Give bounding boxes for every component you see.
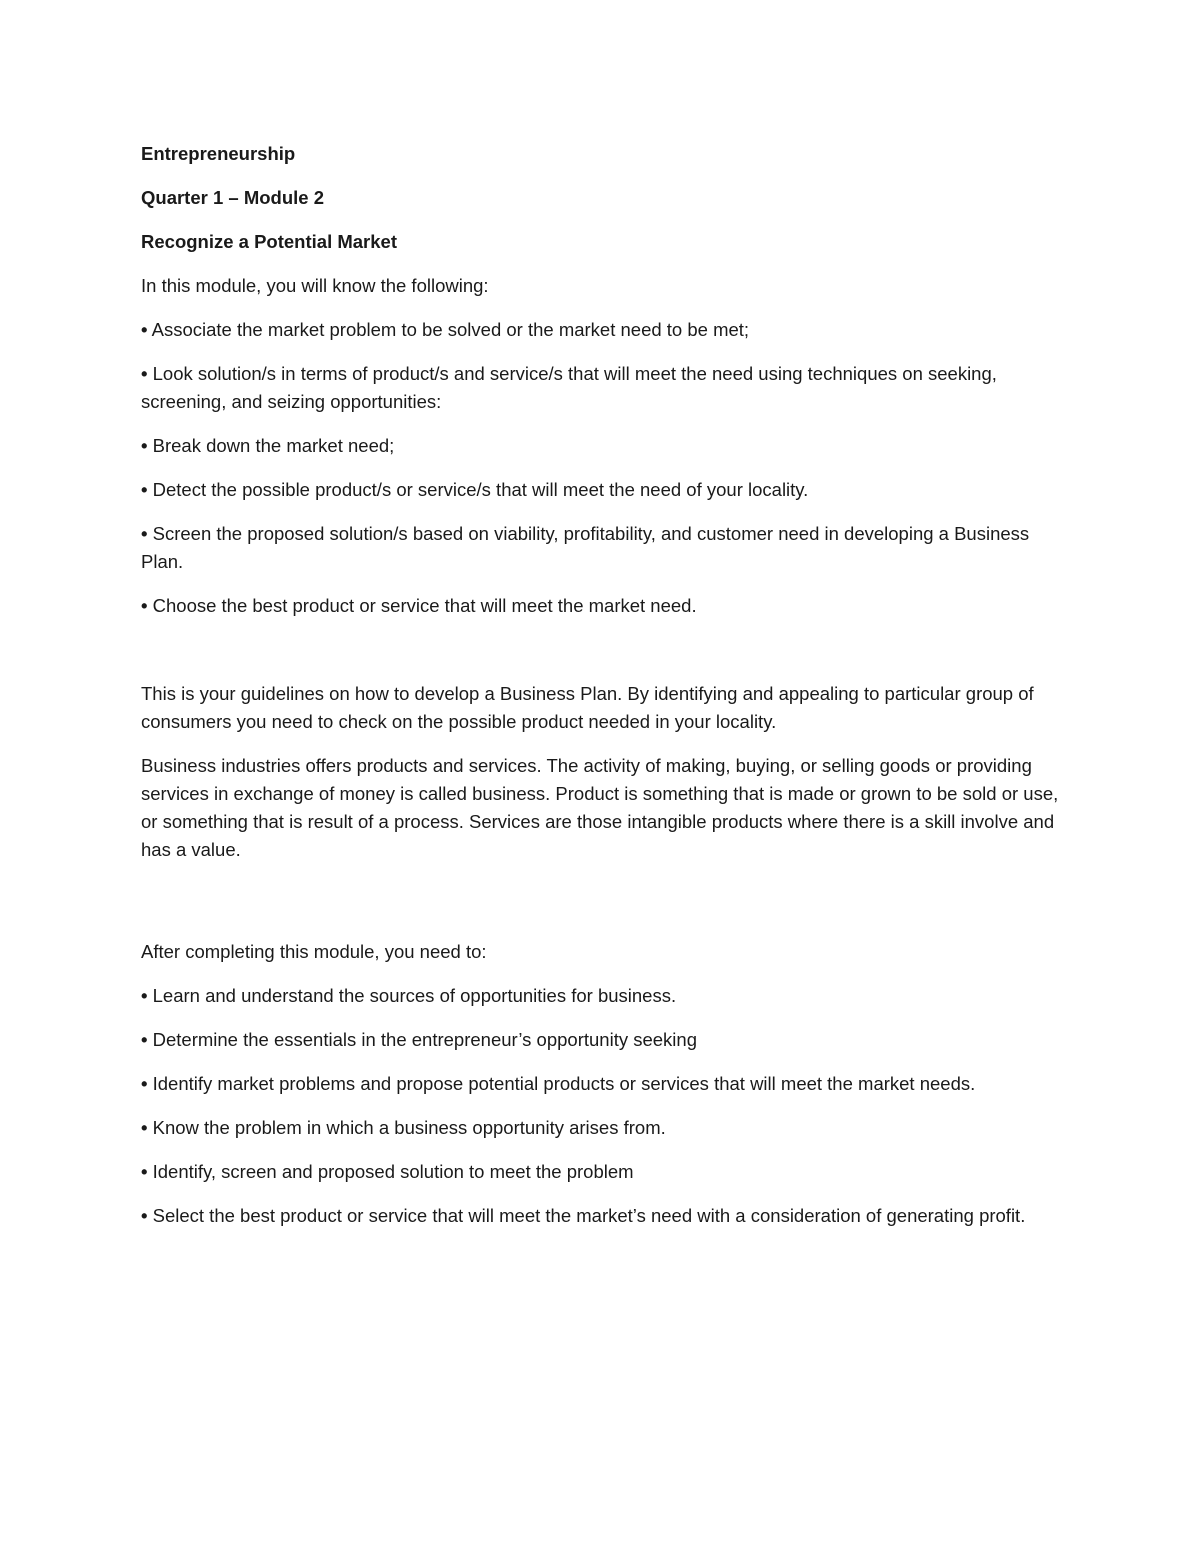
outcome-item <box>141 1158 1061 1186</box>
outcome-text: Identify market problems and propose potential products or services that will meet the market needs. <box>152 1073 976 1094</box>
objective-text: Detect the possible product/s or service/s that will meet the need of your locality. <box>152 479 809 500</box>
outcome-item <box>141 1114 1061 1142</box>
bullet-icon: • <box>141 363 148 384</box>
bullet-icon: • <box>141 1161 148 1182</box>
bullet-icon: • <box>141 479 148 500</box>
bullet-icon: • <box>141 595 148 616</box>
bullet-icon: • <box>141 1205 148 1226</box>
bullet-icon: • <box>141 523 148 544</box>
bullet-icon: • <box>141 985 148 1006</box>
outcome-text: Identify, screen and proposed solution to meet the problem <box>152 1161 634 1182</box>
after-intro-text: After completing this module, you need to: <box>141 941 487 962</box>
outcome-item <box>141 1202 1061 1230</box>
business-paragraph: Business industries offers products and services. The activity of making, buying, or selling goods or providing services in exchange of money is called business. Product is something that is made or grown to be sold or use, or something that is result of a process. Services are those intangible products where there is a skill involve and has a value. <box>141 755 1059 860</box>
objective-item <box>141 476 1061 504</box>
bullet-icon: • <box>141 1073 148 1094</box>
outcome-item <box>141 1026 1061 1054</box>
objective-item <box>141 316 1061 344</box>
objective-text: Screen the proposed solution/s based on viability, profitability, and customer need in developing a Business Plan. <box>141 523 1030 572</box>
spacer <box>141 636 1061 680</box>
objective-text: Look solution/s in terms of product/s and service/s that will meet the need using techniques on seeking, screening, and seizing opportunities: <box>141 363 997 412</box>
bullet-icon: • <box>141 319 148 340</box>
subject-heading: Entrepreneurship <box>141 143 296 164</box>
objective-text: Associate the market problem to be solved or the market need to be met; <box>151 319 750 340</box>
outcome-text: Determine the essentials in the entrepreneur’s opportunity seeking <box>152 1029 697 1050</box>
quarter-heading: Quarter 1 – Module 2 <box>141 187 324 208</box>
document-page <box>141 140 1061 1246</box>
bullet-icon: • <box>141 1029 148 1050</box>
outcome-text: Know the problem in which a business opportunity arises from. <box>152 1117 666 1138</box>
objective-text: Break down the market need; <box>152 435 395 456</box>
intro-text: In this module, you will know the following: <box>141 275 489 296</box>
outcome-item <box>141 1070 1061 1098</box>
outcome-item <box>141 982 1061 1010</box>
outcome-text: Learn and understand the sources of opportunities for business. <box>152 985 677 1006</box>
outcome-text: Select the best product or service that will meet the market’s need with a consideration of generating profit. <box>152 1205 1026 1226</box>
guidelines-paragraph: This is your guidelines on how to develop a Business Plan. By identifying and appealing to particular group of consumers you need to check on the possible product needed in your locality. <box>141 683 1034 732</box>
objective-text: Choose the best product or service that will meet the market need. <box>152 595 697 616</box>
objective-item <box>141 592 1061 620</box>
objective-item <box>141 360 1061 416</box>
bullet-icon: • <box>141 435 148 456</box>
objective-item <box>141 520 1061 576</box>
bullet-icon: • <box>141 1117 148 1138</box>
topic-heading: Recognize a Potential Market <box>141 231 397 252</box>
spacer <box>141 880 1061 938</box>
objective-item <box>141 432 1061 460</box>
